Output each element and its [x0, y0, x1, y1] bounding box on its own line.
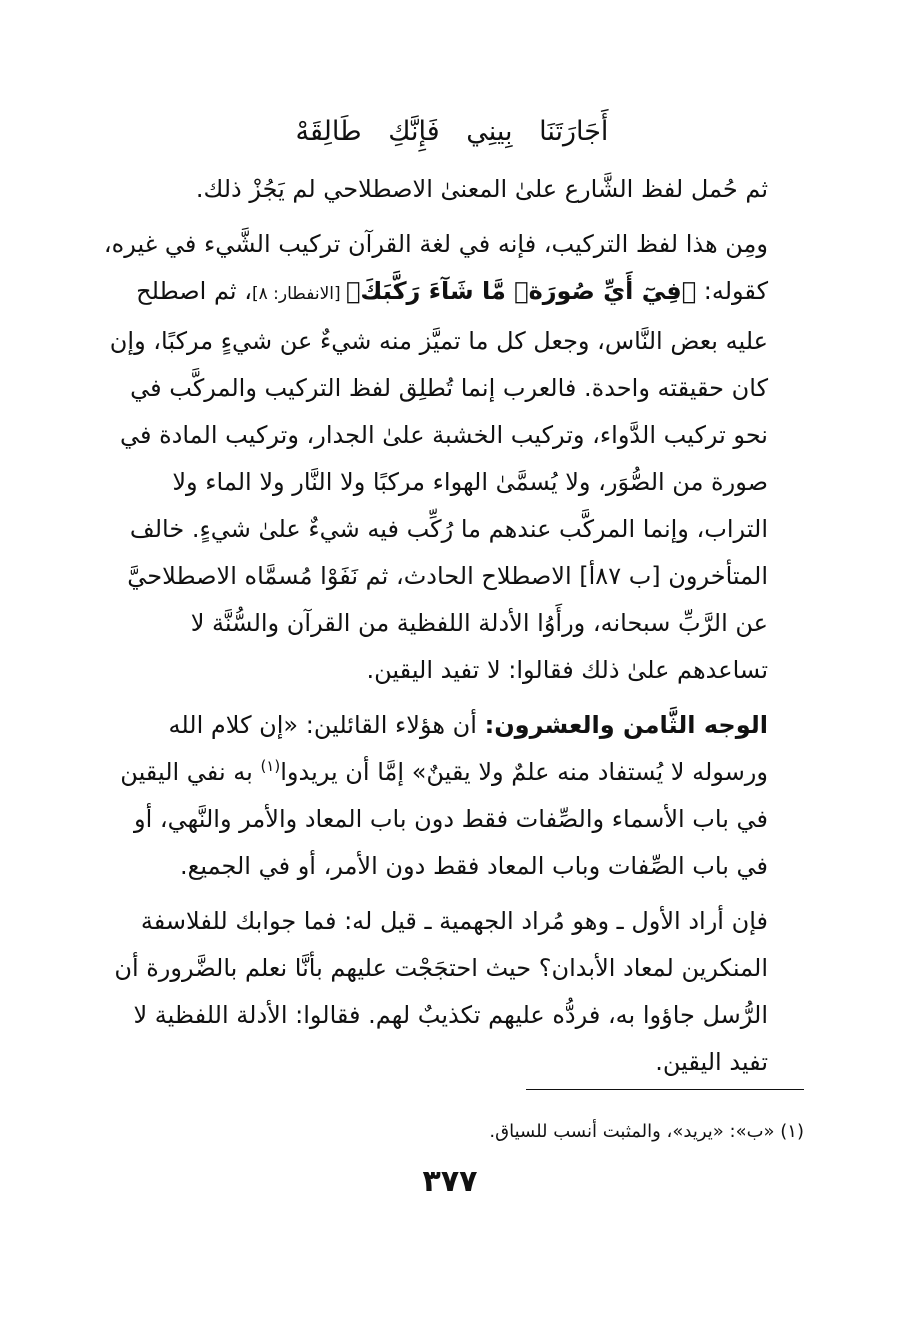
quran-verse: ﴿فِيٓ أَيِّ صُورَةٖ مَّا شَآءَ رَكَّبَكَ﴾	[346, 277, 697, 305]
paragraph-3	[96, 702, 768, 890]
page-number: ٣٧٧	[422, 1164, 478, 1199]
paragraph-3-part1: أن هؤلاء القائلين: «إن كلام الله ورسوله لا يُستفاد منه علمٌ ولا يقينٌ» إمَّا أن يريدوا	[168, 711, 768, 786]
paragraph-3-part2: به نفي اليقين في باب الأسماء والصِّفات فقط دون باب المعاد والأمر والنَّهي، أو في باب الصِّفات وباب المعاد فقط دون الأمر، أو في الجميع.	[120, 758, 768, 880]
quran-reference: [الانفطار: ٨]	[251, 284, 347, 304]
footnote: (١) «ب»: «يريد»، والمثبت أنسب للسياق.	[489, 1121, 804, 1142]
paragraph-4: فإن أراد الأول ـ وهو مُراد الجهمية ـ قيل له: فما جوابك للفلاسفة المنكرين لمعاد الأبدان؟ حيث احتجَجْت عليهم بأنَّا نعلم بالضَّرورة أن الرُّسل جاؤوا به، فردُّه عليهم تكذيبٌ لهم. فقالوا: الأدلة اللفظية لا تفيد اليقين.	[114, 907, 768, 1076]
poem-verse: أَجَارَتَنَا بِينِي فَإِنَّكِ طَالِقَهْ	[295, 116, 609, 147]
page-body	[96, 110, 808, 1094]
section-heading: الوجه الثَّامن والعشرون:	[484, 711, 768, 739]
paragraph-2-part2: ، ثم اصطلح عليه بعض النَّاس، وجعل كل ما تميَّز منه شيءٌ عن شيءٍ مركبًا، وإن كان حقيقته واحدة. فالعرب إنما تُطلِق لفظ التركيب والمركَّب في نحو تركيب الدَّواء، وتركيب الخشبة علىٰ الجدار، وتركيب المادة في صورة من الصُّوَر، ولا يُسمَّىٰ الهواء مركبًا ولا النَّار ولا الماء ولا التراب، وإنما المركَّب عندهم ما رُكِّب فيه شيءٌ علىٰ شيءٍ. خالف المتأخرون [ب ٨٧أ] الاصطلاح الحادث، ثم نَفَوْا مُسمَّاه الاصطلاحيَّ عن الرَّبِّ سبحانه، ورأَوُا الأدلة اللفظية من القرآن والسُّنَّة لا تساعدهم علىٰ ذلك فقالوا: لا تفيد اليقين.	[109, 277, 768, 684]
paragraph-1: ثم حُمل لفظ الشَّارع علىٰ المعنىٰ الاصطلاحي لم يَجُزْ ذلك.	[195, 175, 768, 203]
footnote-separator	[526, 1089, 804, 1090]
paragraph-2	[96, 221, 768, 694]
footnote-marker: (١)	[260, 757, 281, 775]
paragraph-2-part1: ومِن هذا لفظ التركيب، فإنه في لغة القرآن تركيب الشَّيء في غيره، كقوله:	[103, 230, 768, 305]
